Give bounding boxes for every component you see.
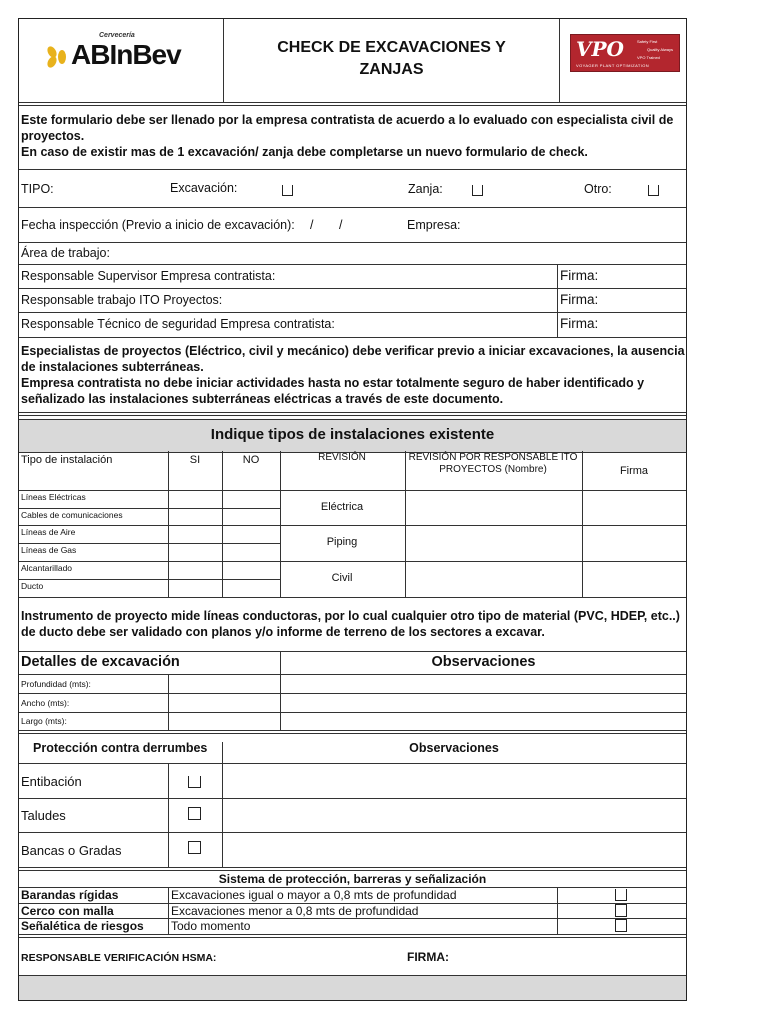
proteccion-observaciones: Observaciones — [409, 741, 499, 755]
sistema-barandas: Barandas rígidas — [21, 888, 119, 902]
vpo-tag-1: Safety First — [637, 39, 658, 44]
intro-line-1: Este formulario debe ser llenado por la empresa contratista de acuerdo a lo evaluado con especialista civil de proyectos. — [21, 113, 674, 143]
warning-line-2: Empresa contratista no debe iniciar actividades hasta no estar totalmente seguro de haber identificado y señalizado las instalaciones subterráneas eléctricas a través de este documento. — [21, 376, 645, 406]
detalles-observaciones: Observaciones — [431, 654, 536, 670]
intro-text — [21, 112, 683, 160]
proteccion-bancas: Bancas o Gradas — [21, 843, 122, 858]
excavacion-checkbox[interactable] — [282, 185, 293, 196]
inst-row-electricas: Líneas Eléctricas — [21, 492, 86, 502]
detalle-largo: Largo (mts): — [21, 716, 67, 726]
inst-row-ducto: Ducto — [21, 581, 44, 591]
col-si: SI — [189, 454, 201, 466]
zanja-checkbox[interactable] — [472, 185, 483, 196]
footer-gray-bar — [19, 976, 686, 1000]
cerco-checkbox[interactable] — [615, 904, 627, 917]
page-title — [249, 37, 534, 81]
senaletica-checkbox[interactable] — [615, 919, 627, 932]
abinbev-wheat-icon — [43, 45, 71, 69]
col-firma: Firma — [619, 465, 649, 477]
intro-line-2: En caso de existir mas de 1 excavación/ zanja debe completarse un nuevo formulario de check. — [21, 145, 588, 159]
inst-row-gas: Líneas de Gas — [21, 545, 77, 555]
vpo-subtitle: VOYAGER PLANT OPTIMIZATION — [576, 63, 650, 68]
empresa-label: Empresa: — [407, 218, 461, 232]
proteccion-taludes: Taludes — [21, 808, 66, 823]
revision-piping: Piping — [326, 536, 358, 548]
firma-tecnico[interactable]: Firma: — [560, 316, 599, 331]
entibacion-checkbox[interactable] — [188, 776, 201, 788]
area-label: Área de trabajo: — [21, 246, 110, 260]
instrumento-note: Instrumento de proyecto mide líneas conductoras, por lo cual cualquier otro tipo de material (PVC, HDEP, etc..) de ducto debe ser validado con planos y/o informe de terreno de los sectores a excavar. — [21, 609, 680, 639]
responsable-supervisor: Responsable Supervisor Empresa contratista: — [21, 269, 276, 283]
sistema-cerco: Cerco con malla — [21, 904, 114, 918]
responsable-ito: Responsable trabajo ITO Proyectos: — [21, 293, 223, 307]
col-revision-ito: REVISIÓN POR RESPONSABLE ITO PROYECTOS (Nombre) — [408, 452, 578, 475]
vpo-tag-3: VPO Trained — [637, 55, 660, 60]
col-no: NO — [242, 454, 260, 466]
firma-hsma[interactable]: FIRMA: — [407, 950, 449, 964]
col-tipo-instalacion: Tipo de instalación — [21, 454, 113, 466]
vpo-tag-2: Quality Always — [647, 47, 674, 52]
responsable-tecnico: Responsable Técnico de seguridad Empresa contratista: — [21, 317, 335, 331]
sistema-cerco-desc: Excavaciones menor a 0,8 mts de profundidad — [171, 904, 419, 918]
tipo-label: TIPO: — [21, 182, 54, 196]
revision-electrica: Eléctrica — [320, 501, 364, 513]
abinbev-wordmark: ABInBev — [71, 39, 181, 70]
abinbev-logo — [41, 31, 201, 81]
tipo-zanja-label: Zanja: — [408, 182, 443, 196]
vpo-logo — [570, 34, 680, 72]
sistema-barandas-desc: Excavaciones igual o mayor a 0,8 mts de profundidad — [171, 888, 457, 902]
taludes-checkbox[interactable] — [188, 807, 201, 820]
detalle-profundidad: Profundidad (mts): — [21, 679, 91, 689]
responsable-hsma: RESPONSABLE VERIFICACIÓN HSMA: — [21, 952, 217, 964]
inst-row-comunicaciones: Cables de comunicaciones — [21, 510, 123, 520]
logo-caption: Cervecería — [99, 32, 135, 39]
warning-text — [21, 343, 685, 407]
warning-line-1: Especialistas de proyectos (Eléctrico, civil y mecánico) debe verificar previo a iniciar excavaciones, la ausencia de instalaciones subterráneas. — [21, 344, 685, 374]
sistema-senaletica: Señalética de riesgos — [21, 919, 144, 933]
firma-supervisor[interactable]: Firma: — [560, 268, 599, 283]
firma-ito[interactable]: Firma: — [560, 292, 599, 307]
revision-civil: Civil — [331, 572, 353, 584]
detalles-title: Detalles de excavación — [21, 654, 180, 670]
detalle-ancho: Ancho (mts): — [21, 698, 70, 708]
tipo-otro-label: Otro: — [584, 182, 612, 196]
proteccion-title: Protección contra derrumbes — [33, 741, 208, 755]
proteccion-entibacion: Entibación — [21, 774, 82, 789]
col-revision: REVISIÓN — [318, 452, 366, 463]
instalaciones-title: Indique tipos de instalaciones existente — [210, 426, 495, 443]
inst-row-aire: Líneas de Aire — [21, 527, 76, 537]
otro-checkbox[interactable] — [648, 185, 659, 196]
inst-row-alcantarillado: Alcantarillado — [21, 563, 73, 573]
page-title-text: CHECK DE EXCAVACIONES Y ZANJAS — [277, 39, 506, 78]
sistema-senaletica-desc: Todo momento — [171, 919, 251, 933]
bancas-checkbox[interactable] — [188, 841, 201, 854]
form-frame — [18, 18, 687, 1001]
vpo-wordmark: VPO — [576, 37, 624, 61]
fecha-slash-2[interactable]: / — [339, 218, 343, 232]
sistema-title: Sistema de protección, barreras y señalización — [218, 872, 487, 886]
fecha-slash-1[interactable]: / — [310, 218, 314, 232]
barandas-checkbox[interactable] — [615, 889, 627, 901]
tipo-excavacion-label: Excavación: — [170, 181, 238, 195]
fecha-label: Fecha inspección (Previo a inicio de excavación): — [21, 218, 295, 232]
